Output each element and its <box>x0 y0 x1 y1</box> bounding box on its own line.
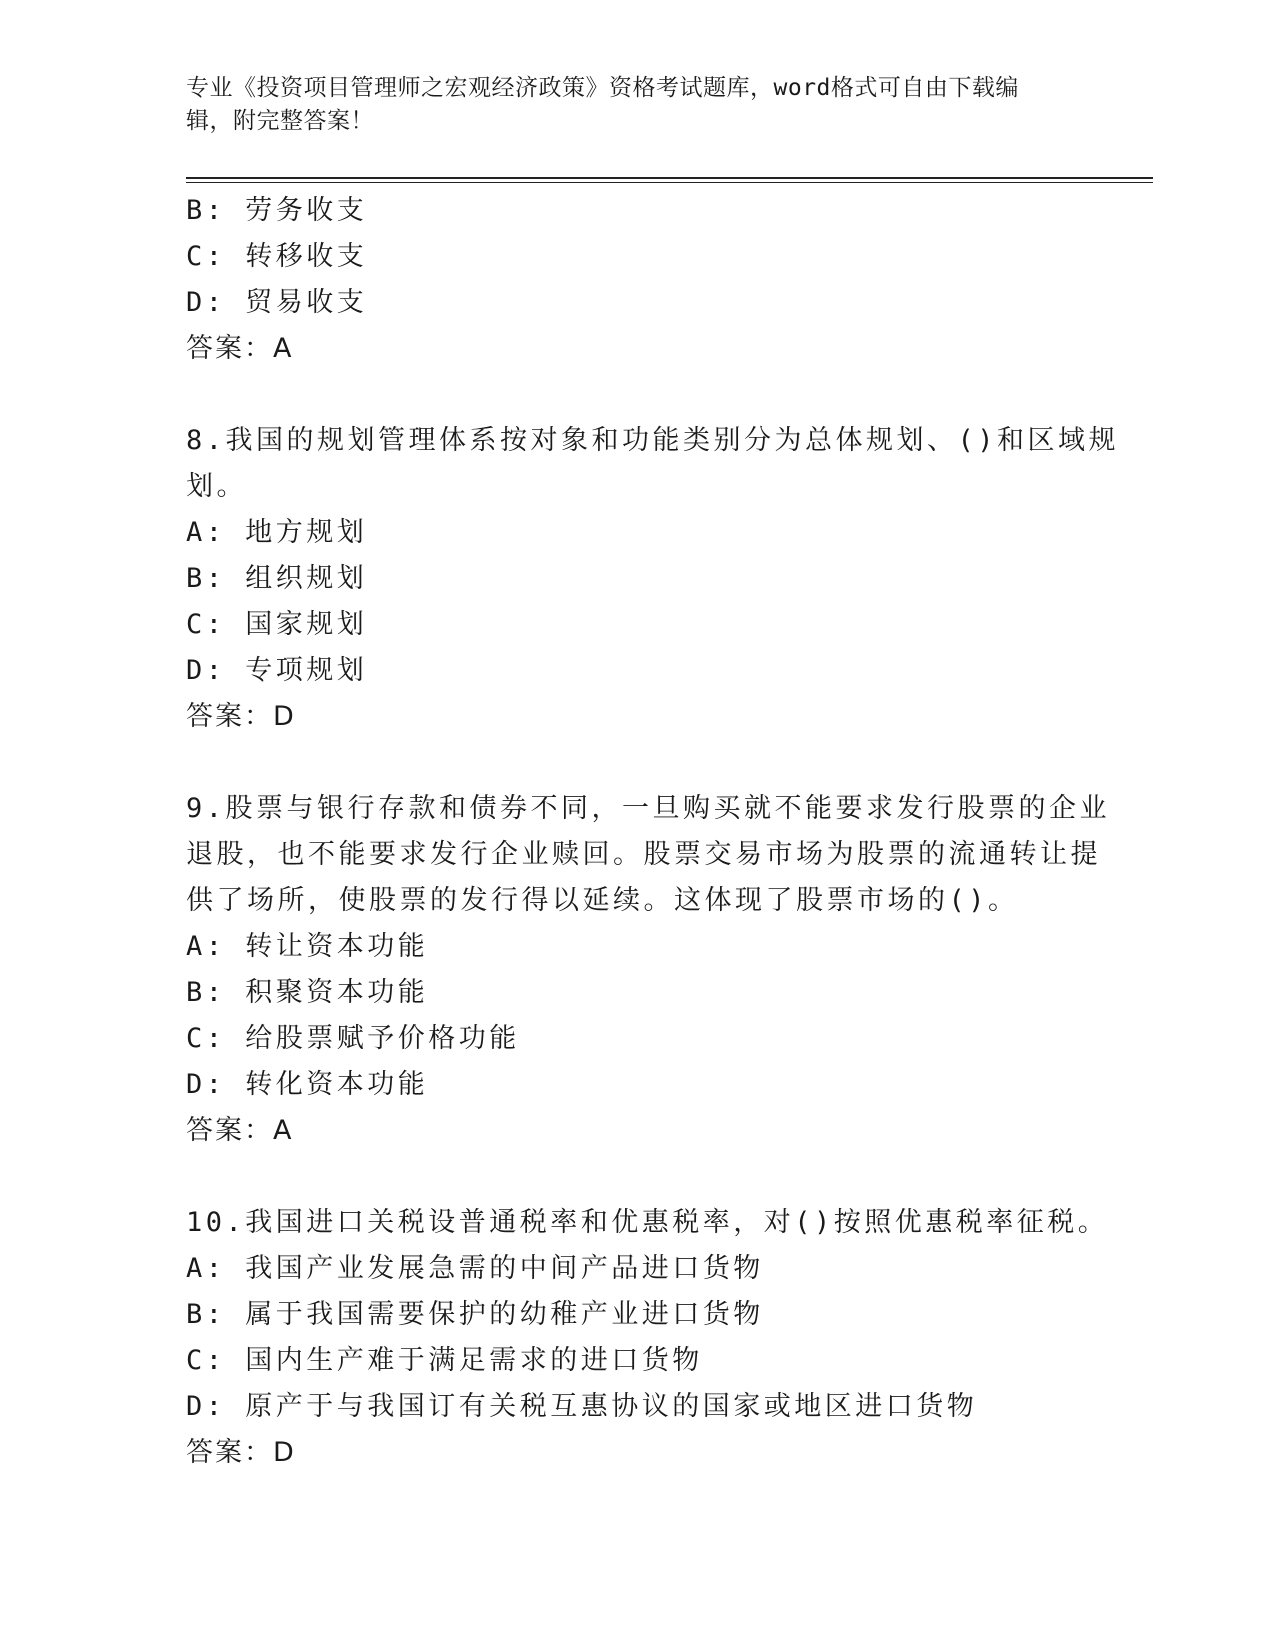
header-line-2: 辑，附完整答案！ <box>186 108 374 134</box>
question-stem-line: 退股，也不能要求发行企业赎回。股票交易市场为股票的流通转让提 <box>186 839 1101 870</box>
option-b: B: 组织规划 <box>186 563 368 594</box>
option-b: B: 劳务收支 <box>186 195 368 226</box>
question-stem-line: 划。 <box>186 471 247 502</box>
question-content <box>186 188 1120 1476</box>
question-stem-line: 10.我国进口关税设普通税率和优惠税率，对()按照优惠税率征税。 <box>186 1207 1109 1238</box>
answer: 答案：D <box>186 1437 296 1468</box>
option-b: B: 积聚资本功能 <box>186 977 429 1008</box>
option-c: C: 给股票赋予价格功能 <box>186 1023 520 1054</box>
answer: 答案：A <box>186 333 294 364</box>
question-7 <box>186 188 1066 372</box>
question-10 <box>186 1200 1109 1476</box>
answer: 答案：A <box>186 1115 294 1146</box>
header-rule-thick <box>186 177 1153 179</box>
header-line-1: 专业《投资项目管理师之宏观经济政策》资格考试题库，word格式可自由下载编 <box>186 75 1019 101</box>
option-c: C: 转移收支 <box>186 241 368 272</box>
spacer <box>186 372 1066 418</box>
option-c: C: 国家规划 <box>186 609 368 640</box>
question-stem-line: 供了场所，使股票的发行得以延续。这体现了股票市场的()。 <box>186 885 1019 916</box>
question-stem-line: 8.我国的规划管理体系按对象和功能类别分为总体规划、()和区域规 <box>186 425 1120 456</box>
option-d: D: 转化资本功能 <box>186 1069 429 1100</box>
option-d: D: 贸易收支 <box>186 287 368 318</box>
spacer <box>186 740 1066 786</box>
spacer <box>186 1154 1066 1200</box>
page-header <box>186 72 1086 138</box>
option-a: A: 转让资本功能 <box>186 931 429 962</box>
option-a: A: 我国产业发展急需的中间产品进口货物 <box>186 1253 764 1284</box>
option-d: D: 专项规划 <box>186 655 368 686</box>
option-b: B: 属于我国需要保护的幼稚产业进口货物 <box>186 1299 764 1330</box>
question-8 <box>186 418 1120 740</box>
option-d: D: 原产于与我国订有关税互惠协议的国家或地区进口货物 <box>186 1391 978 1422</box>
question-stem-line: 9.股票与银行存款和债券不同，一旦购买就不能要求发行股票的企业 <box>186 793 1111 824</box>
option-c: C: 国内生产难于满足需求的进口货物 <box>186 1345 703 1376</box>
header-rule-thin <box>186 182 1153 183</box>
answer: 答案：D <box>186 701 296 732</box>
question-9 <box>186 786 1111 1154</box>
option-a: A: 地方规划 <box>186 517 368 548</box>
